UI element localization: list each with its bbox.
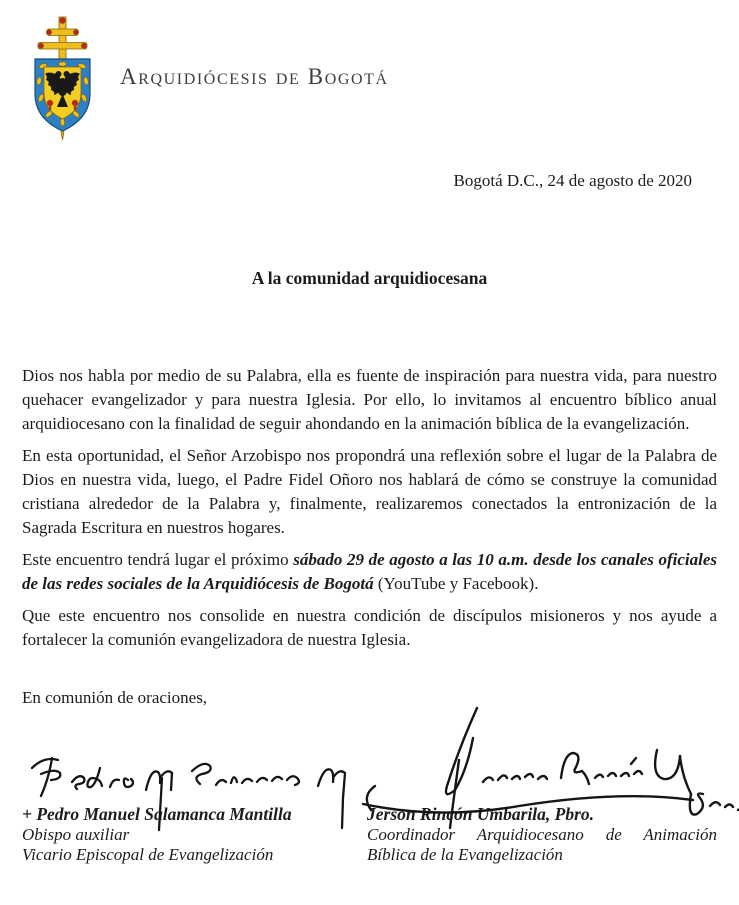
- organization-wordmark: Arquidiócesis de Bogotá: [120, 64, 389, 89]
- signer-role-right: Coordinador Arquidiocesano de Animación Bíblica de la Evangelización: [367, 825, 717, 864]
- paragraph-3: [22, 548, 717, 596]
- paragraph-2: En esta oportunidad, el Señor Arzobispo nos propondrá una reflexión sobre el lugar de la Palabra de Dios en nuestra vida, luego, el Padre Fidel Oñoro nos hablará de cómo se construye la comunidad cristiana alrededor de la Palabra y, finalmente, realizaremos conectados la entronización de la Sagrada Escritura en nuestros hogares.: [22, 446, 717, 537]
- coat-of-arms-icon: [22, 14, 104, 142]
- signer-name-left: + Pedro Manuel Salamanca Mantilla: [22, 804, 292, 824]
- signer-role-left-2: Vicario Episcopal de Evangelización: [22, 845, 274, 864]
- signature-block-left: [22, 732, 352, 865]
- date-line: Bogotá D.C., 24 de agosto de 2020: [453, 171, 692, 190]
- letter-body: [22, 364, 717, 865]
- closing-salutation: En comunión de oraciones,: [22, 688, 208, 707]
- handwritten-signature-left: [22, 732, 352, 804]
- signature-row: [22, 732, 717, 865]
- letterhead: [0, 0, 739, 142]
- paragraph-4: Que este encuentro nos consolide en nuestra condición de discípulos misioneros y nos ayude a fortalecer la comunión evangelizadora de nuestra Iglesia.: [22, 606, 717, 649]
- paragraph-1: Dios nos habla por medio de su Palabra, ella es fuente de inspiración para nuestra vida, para nuestro quehacer evangelizador y para nuestra Iglesia. Por ello, lo invitamos al encuentro bíblico anual arquidiocesano con la finalidad de seguir ahondando en la animación bíblica de la evangelización.: [22, 366, 717, 433]
- handwritten-signature-right: [367, 732, 717, 804]
- paragraph-3-tail: (YouTube y Facebook).: [373, 574, 539, 593]
- signature-block-right: [367, 732, 717, 865]
- paragraph-3-event-emphasis: sábado 29 de agosto a las 10 a.m. desde los canales oficiales de las redes sociales de la Arquidiócesis de Bogotá: [22, 550, 718, 593]
- paragraph-3-lead: Este encuentro tendrá lugar el próximo: [22, 550, 294, 569]
- signer-name-right: Jerson Rincón Umbarila, Pbro.: [367, 804, 595, 824]
- signer-role-left-1: Obispo auxiliar: [22, 825, 130, 844]
- letter-title: A la comunidad arquidiocesana: [251, 268, 488, 288]
